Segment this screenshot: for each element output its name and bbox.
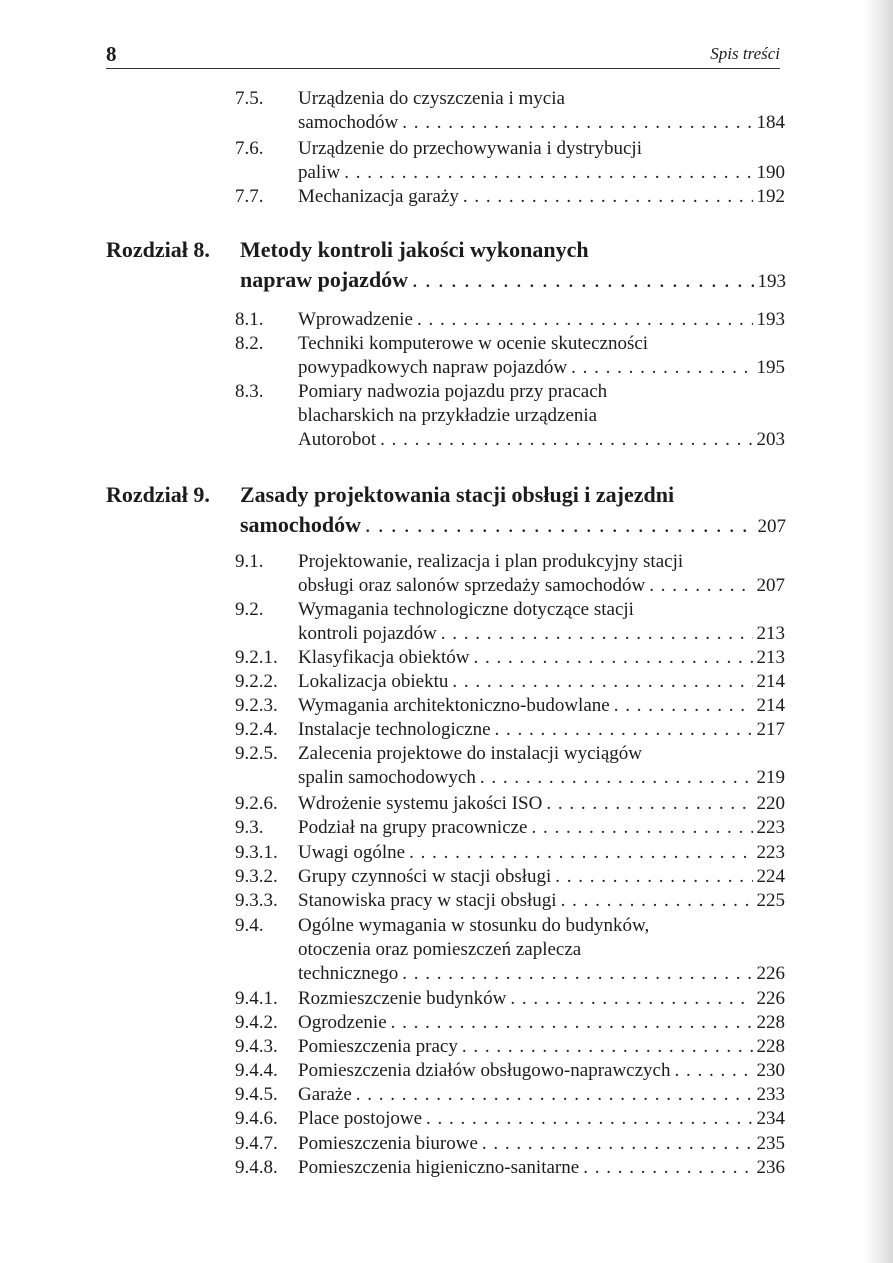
toc-entry-page: 184 xyxy=(756,112,785,133)
toc-entry-title-line: Klasyfikacja obiektów xyxy=(298,647,470,668)
toc-entry-page: 207 xyxy=(756,575,785,596)
toc-entry-page: 224 xyxy=(756,866,785,887)
toc-entry-page: 226 xyxy=(756,963,785,984)
dot-leader xyxy=(571,356,752,380)
toc-entry-title-line: Projektowanie, realizacja i plan produkcyjny stacji xyxy=(298,551,684,572)
toc-entry-title-line: paliw xyxy=(298,162,341,183)
dot-leader xyxy=(674,1059,752,1083)
page-header xyxy=(106,40,780,69)
toc-chapter-number: Rozdział 8. xyxy=(106,237,210,262)
toc-chapter-title-line: Metody kontroli jakości wykonanych xyxy=(240,237,589,262)
toc-entry-page: 228 xyxy=(756,1036,785,1057)
dot-leader xyxy=(402,962,752,986)
toc-entry-number: 9.2.4. xyxy=(235,719,278,740)
toc-entry-number: 7.6. xyxy=(235,138,264,159)
toc-entry-page: 195 xyxy=(756,357,785,378)
toc-entry-page: 233 xyxy=(756,1084,785,1105)
toc-entry-title-line: blacharskich na przykładzie urządzenia xyxy=(298,405,598,426)
toc-entry-title-line: Stanowiska pracy w stacji obsługi xyxy=(298,890,557,911)
toc-entry-page: 193 xyxy=(756,309,785,330)
dot-leader xyxy=(532,816,753,840)
dot-leader xyxy=(344,161,752,185)
dot-leader xyxy=(480,766,753,790)
toc-entry-title-line: Mechanizacja garaży xyxy=(298,186,459,207)
toc-entry-title-line: Grupy czynności w stacji obsługi xyxy=(298,866,552,887)
dot-leader xyxy=(482,1132,753,1156)
toc-entry-number: 9.2.1. xyxy=(235,647,278,668)
running-title: Spis treści xyxy=(710,44,780,63)
dot-leader xyxy=(555,865,752,889)
toc-entry-title-line: Uwagi ogólne xyxy=(298,842,406,863)
toc-entry-title-line: technicznego xyxy=(298,963,399,984)
toc-entry-title-line: Wprowadzenie xyxy=(298,309,413,330)
toc-entry-number: 9.1. xyxy=(235,551,264,572)
toc-chapter-title-line: Zasady projektowania stacji obsługi i zajezdni xyxy=(240,482,675,507)
toc-entry-number: 9.4.8. xyxy=(235,1157,278,1178)
toc-entry-title-line: Pomieszczenia biurowe xyxy=(298,1133,478,1154)
dot-leader xyxy=(463,185,753,209)
dot-leader xyxy=(561,889,753,913)
toc-entry-number: 9.4.3. xyxy=(235,1036,278,1057)
toc-entry-number: 9.2.5. xyxy=(235,743,278,764)
toc-entry-title-line: Urządzenie do przechowywania i dystrybucji xyxy=(298,138,642,159)
toc-entry-page: 234 xyxy=(756,1108,785,1129)
dot-leader xyxy=(426,1107,752,1131)
dot-leader xyxy=(510,987,752,1011)
toc-entry-number: 9.4.2. xyxy=(235,1012,278,1033)
toc-entry-number: 8.2. xyxy=(235,333,264,354)
toc-entry-title-line: Lokalizacja obiektu xyxy=(298,671,449,692)
toc-entry-title-line: Place postojowe xyxy=(298,1108,423,1129)
toc-entry-number: 7.5. xyxy=(235,88,264,109)
toc-entry-title-line: powypadkowych napraw pojazdów xyxy=(298,357,568,378)
scan-shadow xyxy=(863,0,893,1263)
toc-entry-number: 9.3.1. xyxy=(235,842,278,863)
toc-chapter-title-line: napraw pojazdów xyxy=(240,267,409,292)
toc-entry-page: 213 xyxy=(756,623,785,644)
toc-entry-number: 9.2.6. xyxy=(235,793,278,814)
dot-leader xyxy=(402,111,752,135)
toc-entry-number: 9.4.5. xyxy=(235,1084,278,1105)
toc-entry-title-line: obsługi oraz salonów sprzedaży samochodów xyxy=(298,575,646,596)
dot-leader xyxy=(462,1035,753,1059)
toc-entry-number: 9.2. xyxy=(235,599,264,620)
toc-entry-title-line: Podział na grupy pracownicze xyxy=(298,817,528,838)
toc-entry-page: 228 xyxy=(756,1012,785,1033)
toc-entry-title-line: Zalecenia projektowe do instalacji wyciągów xyxy=(298,743,642,764)
toc-entry-title-line: Ogólne wymagania w stosunku do budynków, xyxy=(298,915,650,936)
dot-leader xyxy=(614,694,753,718)
toc-entry-number: 9.4. xyxy=(235,915,264,936)
toc-entry-number: 9.4.7. xyxy=(235,1133,278,1154)
dot-leader xyxy=(365,510,753,540)
toc-entry-number: 9.2.2. xyxy=(235,671,278,692)
toc-entry-title-line: Pomiary nadwozia pojazdu przy pracach xyxy=(298,381,608,402)
toc-entry-number: 7.7. xyxy=(235,186,264,207)
toc-entry-number: 9.4.4. xyxy=(235,1060,278,1081)
toc-entry-page: 220 xyxy=(756,793,785,814)
toc-entry-page: 190 xyxy=(756,162,785,183)
toc-entry-title-line: Ogrodzenie xyxy=(298,1012,387,1033)
toc-entry-page: 214 xyxy=(756,695,785,716)
toc-entry-title-line: Garaże xyxy=(298,1084,352,1105)
toc-chapter-page: 193 xyxy=(757,271,786,292)
toc-entry-page: 192 xyxy=(756,186,785,207)
toc-entry-title-line: Pomieszczenia pracy xyxy=(298,1036,458,1057)
toc-entry-title-line: Autorobot xyxy=(298,429,377,450)
toc-entry-title-line: Techniki komputerowe w ocenie skuteczności xyxy=(298,333,649,354)
toc-entry-title-line: Urządzenia do czyszczenia i mycia xyxy=(298,88,565,109)
toc-entry-page: 223 xyxy=(756,817,785,838)
toc-entry-title-line: samochodów xyxy=(298,112,399,133)
dot-leader xyxy=(649,574,752,598)
toc-entry-page: 225 xyxy=(756,890,785,911)
toc-entry-page: 230 xyxy=(756,1060,785,1081)
toc-entry-title-line: Instalacje technologiczne xyxy=(298,719,491,740)
toc-entry-page: 226 xyxy=(756,988,785,1009)
toc-chapter-title-line: samochodów xyxy=(240,512,362,537)
dot-leader xyxy=(380,428,752,452)
toc-entry-number: 9.3. xyxy=(235,817,264,838)
dot-leader xyxy=(441,622,753,646)
dot-leader xyxy=(473,646,752,670)
toc-entry-number: 9.4.6. xyxy=(235,1108,278,1129)
toc-chapter-page: 207 xyxy=(757,516,786,537)
dot-leader xyxy=(546,792,752,816)
dot-leader xyxy=(409,841,752,865)
toc-entry-title-line: kontroli pojazdów xyxy=(298,623,437,644)
toc-entry-title-line: otoczenia oraz pomieszczeń zaplecza xyxy=(298,939,582,960)
page-number: 8 xyxy=(106,42,117,66)
toc-entry-page: 213 xyxy=(756,647,785,668)
toc-entry-page: 203 xyxy=(756,429,785,450)
toc-entry-title-line: Rozmieszczenie budynków xyxy=(298,988,507,1009)
dot-leader xyxy=(495,718,753,742)
toc-entry-number: 8.1. xyxy=(235,309,264,330)
dot-leader xyxy=(452,670,752,694)
toc-entry-number: 9.3.3. xyxy=(235,890,278,911)
toc-entry-page: 236 xyxy=(756,1157,785,1178)
toc-entry-title-line: Wymagania technologiczne dotyczące stacji xyxy=(298,599,634,620)
toc-entry-number: 9.4.1. xyxy=(235,988,278,1009)
toc-entry-title-line: Wymagania architektoniczno-budowlane xyxy=(298,695,610,716)
toc-entry-number: 9.3.2. xyxy=(235,866,278,887)
toc-entry-page: 219 xyxy=(756,767,785,788)
toc-entry-page: 235 xyxy=(756,1133,785,1154)
dot-leader xyxy=(412,265,753,295)
toc-entry-title-line: Pomieszczenia działów obsługowo-naprawczych xyxy=(298,1060,671,1081)
toc-entry-title-line: Wdrożenie systemu jakości ISO xyxy=(298,793,543,814)
toc-entry-page: 214 xyxy=(756,671,785,692)
toc-chapter-number: Rozdział 9. xyxy=(106,482,210,507)
dot-leader xyxy=(391,1011,753,1035)
dot-leader xyxy=(356,1083,753,1107)
dot-leader xyxy=(583,1156,752,1180)
toc-entry-number: 8.3. xyxy=(235,381,264,402)
toc-entry-page: 223 xyxy=(756,842,785,863)
toc-entry-number: 9.2.3. xyxy=(235,695,278,716)
toc-entry-title-line: Pomieszczenia higieniczno-sanitarne xyxy=(298,1157,580,1178)
toc-entry-page: 217 xyxy=(756,719,785,740)
toc-entry-title-line: spalin samochodowych xyxy=(298,767,476,788)
dot-leader xyxy=(417,308,753,332)
